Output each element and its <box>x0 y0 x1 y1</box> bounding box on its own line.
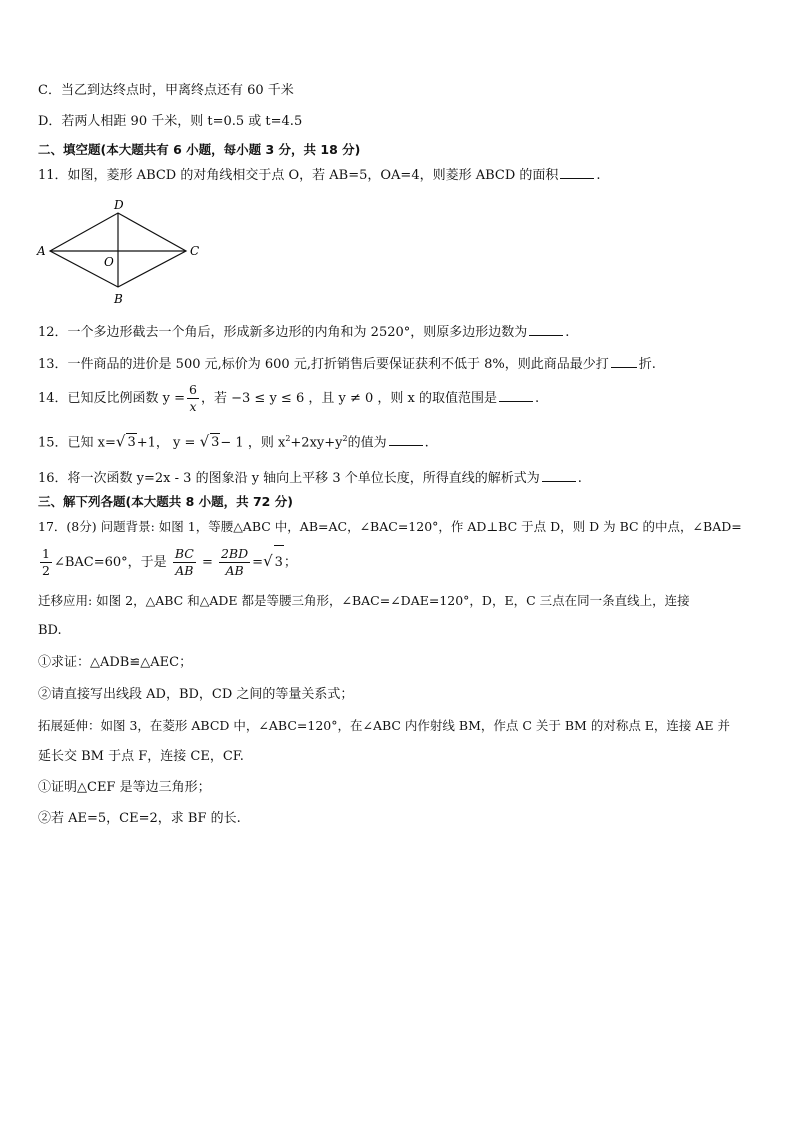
question-15-part: 的值为 <box>347 435 387 451</box>
question-17-ext-part-1: ①证明△CEF 是等边三角形； <box>38 780 211 795</box>
fraction-2bd-ab <box>219 546 250 579</box>
section-2-heading: 二、填空题(本大题共有 6 小题，每小题 3 分，共 18 分) <box>38 142 361 157</box>
question-14-text: 14．已知反比例函数 y = <box>38 391 186 406</box>
fraction-numerator: 1 <box>42 546 50 561</box>
label-d: D <box>114 198 124 212</box>
question-11-text: 11．如图，菱形 ABCD 的对角线相交于点 O，若 AB=5，OA=4，则菱形 ABCD 的面积 <box>38 168 559 183</box>
question-14: 14．已知反比例函数 y = $\frac{6}{x}$ ，若 −3 ≤ y ≤ 6 ，且 y ≠ 0 ，则 x 的取值范围是 . <box>38 382 540 414</box>
answer-blank <box>560 165 594 179</box>
question-15-part: +2xy+y <box>290 435 343 451</box>
fraction-numerator: 6 <box>189 382 197 397</box>
question-17-extension-cont: 延长交 BM 于点 F，连接 CE，CF. <box>38 749 244 764</box>
label-c: C <box>190 244 200 258</box>
fraction-bc-ab <box>173 546 196 579</box>
option-c: C．当乙到达终点时，甲离终点还有 60 千米 <box>38 83 294 98</box>
question-13-suffix: 折. <box>638 357 656 372</box>
fraction-denominator: AB <box>175 563 194 578</box>
question-17-part-2: ②请直接写出线段 AD，BD，CD 之间的等量关系式； <box>38 687 354 702</box>
question-17-ext-part-2: ②若 AE=5，CE=2，求 BF 的长. <box>38 811 241 826</box>
equals-sign: = <box>252 555 264 570</box>
fraction-half <box>40 546 52 579</box>
question-16-text: 16．将一次函数 y=2x - 3 的图象沿 y 轴向上平移 3 个单位长度，所得直线的解析式为 <box>38 471 540 486</box>
answer-blank <box>529 322 563 336</box>
fraction-6-over-x <box>187 382 199 415</box>
question-17-extension: 拓展延伸：如图 3，在菱形 ABCD 中，∠ABC=120°，在∠ABC 内作射线 BM，作点 C 关于 BM 的对称点 E，连接 AE 并 <box>38 718 731 733</box>
answer-blank <box>389 432 423 446</box>
question-13 <box>38 354 656 374</box>
label-o: O <box>104 255 114 269</box>
semicolon: ； <box>283 555 297 570</box>
question-13-text: 13．一件商品的进价是 500 元,标价为 600 元,打折销售后要保证获利不低于 8%，则此商品最少打 <box>38 357 609 372</box>
question-15-part: − 1 ，则 x <box>220 435 286 451</box>
question-11: 11．如图，菱形 ABCD 的对角线相交于点 O，若 AB=5，OA=4，则菱形 ABCD 的面积 . <box>38 165 601 185</box>
question-15-text: 15．已知 x= <box>38 435 116 451</box>
question-17-background: 17．(8分) 问题背景: 如图 1，等腰△ABC 中，AB=AC，∠BAC=120°，作 AD⊥BC 于点 D，则 D 为 BC 的中点，∠BAD= <box>38 519 742 534</box>
section-3-heading: 三、解下列各题(本大题共 8 小题，共 72 分) <box>38 494 293 509</box>
question-17-transfer-cont: BD. <box>38 623 62 638</box>
answer-blank <box>611 354 637 368</box>
question-17-text: ∠BAC=60°，于是 <box>53 555 167 570</box>
answer-blank <box>499 388 533 402</box>
equals-sign: = <box>201 555 213 570</box>
sqrt-radicand: 3 <box>274 545 284 580</box>
answer-blank <box>542 468 576 482</box>
label-b: B <box>114 292 123 306</box>
fraction-denominator: x <box>189 399 197 414</box>
label-a: A <box>37 244 46 258</box>
question-15: 15．已知 x=√ 3+1， y = √ 3− 1 ，则 $x^2+2xy+y^2$的值为 . <box>38 432 429 451</box>
question-12: 12．一个多边形截去一个角后，形成新多边形的内角和为 2520°，则原多边形边数为 . <box>38 322 569 342</box>
sqrt-radicand: 3 <box>211 435 220 451</box>
question-16: 16．将一次函数 y=2x - 3 的图象沿 y 轴向上平移 3 个单位长度，所得直线的解析式为 . <box>38 468 582 488</box>
rhombus-figure <box>30 195 210 310</box>
question-15-part: +1， y = <box>136 435 196 451</box>
fraction-denominator: 2 <box>42 563 50 578</box>
fraction-numerator: 2BD <box>220 546 249 561</box>
question-17-transfer: 迁移应用: 如图 2，△ABC 和△ADE 都是等腰三角形，∠BAC=∠DAE=120°，D，E，C 三点在同一条直线上，连接 <box>38 593 690 608</box>
question-14-condition: ，若 −3 ≤ y ≤ 6 ，且 y ≠ 0 ，则 x 的取值范围是 <box>201 391 497 406</box>
question-17-part-1: ①求证：△ADB≌△AEC； <box>38 655 193 670</box>
fraction-numerator: BC <box>174 546 194 561</box>
question-17-formula: $\frac{1}{2}$ ∠BAC=60°，于是 $\frac{BC}{AB}$ = $\frac{2BD}{AB}$ =√ 3； <box>42 546 297 578</box>
fraction-denominator: AB <box>225 563 244 578</box>
option-d: D．若两人相距 90 千米，则 t=0.5 或 t=4.5 <box>38 114 303 129</box>
sqrt-radicand: 3 <box>127 435 136 451</box>
question-12-text: 12．一个多边形截去一个角后，形成新多边形的内角和为 2520°，则原多边形边数为 <box>38 325 528 340</box>
